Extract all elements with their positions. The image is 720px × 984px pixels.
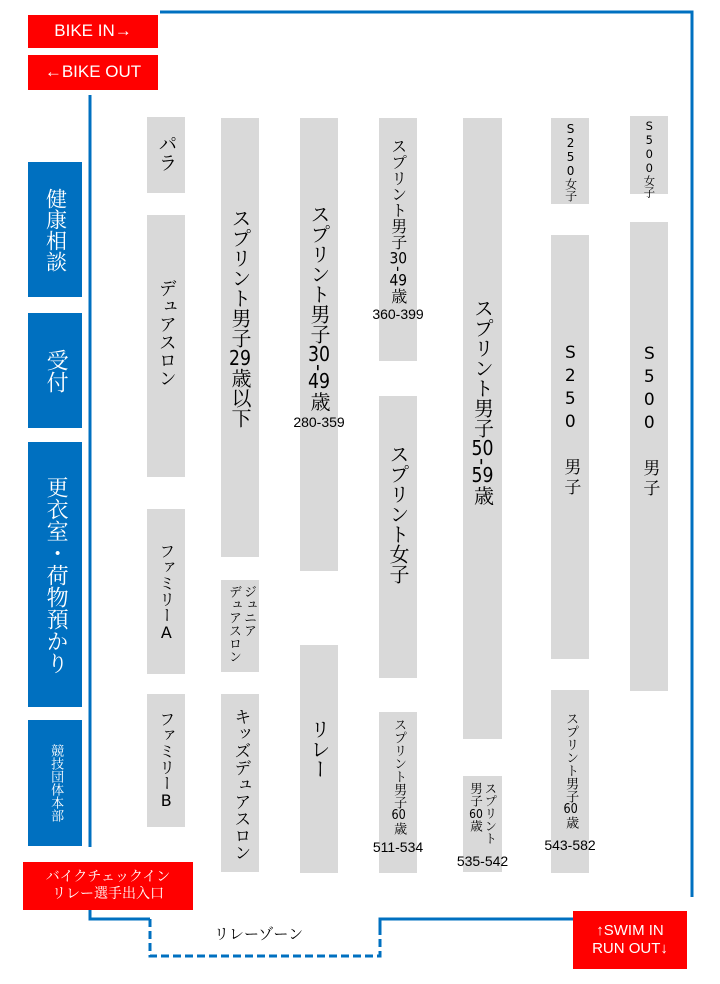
bib-range: 360-399 xyxy=(372,305,424,322)
rack-sprint-men-50-59 xyxy=(463,118,502,739)
rack-label-line: スプリント xyxy=(482,782,498,845)
rack-label xyxy=(308,204,330,411)
rack-label: キッズデュアスロン xyxy=(230,708,251,861)
rack-label-part: - xyxy=(388,266,408,272)
rack-label xyxy=(391,718,405,835)
bike-in-sign xyxy=(28,15,158,48)
rack-label: S500 男子 xyxy=(639,344,660,499)
rack-label-part: 男子 xyxy=(468,782,484,807)
swim-in-run-out-sign xyxy=(573,911,687,969)
bike-checkin-sign xyxy=(23,862,193,910)
bike-checkin-line-2: リレー選手出入口 xyxy=(52,886,164,902)
rack-label-part: 歳 xyxy=(307,391,331,412)
bib-range: 511-534 xyxy=(372,839,424,855)
rack-label-part: スプリント男子 xyxy=(470,298,495,438)
rack-label-part: 49 xyxy=(389,271,408,288)
rack-label: ファミリーA xyxy=(156,543,176,642)
rack-label: デュアスロン xyxy=(155,279,177,387)
rack-label: スプリント女子 xyxy=(386,444,410,584)
bike-in-label: BIKE IN→ xyxy=(54,21,132,41)
facility-health-consultation xyxy=(28,162,82,297)
run-out-label: RUN OUT↓ xyxy=(592,940,668,957)
rack-label: S250 男子 xyxy=(560,343,581,498)
facility-changing-room xyxy=(28,442,82,707)
rack-label-part: 49 xyxy=(308,371,330,392)
rack-label-part: スプリント男子 xyxy=(228,208,252,348)
rack-label-part: 歳 xyxy=(468,819,484,832)
rack-sprint-men-30-49-b xyxy=(372,118,424,361)
boundary-bottom-left xyxy=(90,910,150,919)
rack-label-part: 歳 xyxy=(563,816,579,829)
rack-label-part: 歳 xyxy=(391,822,407,835)
rack-s500-men xyxy=(630,222,668,691)
rack-junior-duathlon xyxy=(221,580,259,672)
bike-out-sign xyxy=(28,55,158,90)
rack-label-part: 歳 xyxy=(388,287,408,304)
rack-label-part: 30 xyxy=(389,250,408,266)
facility-reception xyxy=(28,313,82,428)
rack-s250-men xyxy=(551,235,589,659)
rack-label xyxy=(229,208,251,428)
rack-duathlon xyxy=(147,215,185,477)
rack-sprint-men-30-49-a xyxy=(293,118,345,571)
rack-sprint-men-60-b xyxy=(456,776,509,872)
rack-family-b xyxy=(147,694,185,827)
rack-label-part: 29 xyxy=(229,348,251,368)
rack-sprint-men-60-c xyxy=(544,690,596,873)
rack-s500-women xyxy=(630,116,668,198)
rack-para xyxy=(147,117,185,193)
rack-label-part: 30 xyxy=(308,344,330,364)
rack-label-part: 59 xyxy=(471,465,494,486)
rack-sprint-men-29-under xyxy=(221,118,259,557)
rack-label-line xyxy=(468,782,482,845)
relay-zone-label: リレーゾーン xyxy=(214,925,304,943)
facility-label: 健康相談 xyxy=(43,187,68,272)
rack-label-part: - xyxy=(307,364,331,372)
rack-label-part: スプリント男子 xyxy=(563,712,579,803)
rack-kids-duathlon xyxy=(221,694,259,872)
rack-label-part: 60 xyxy=(469,807,483,820)
rack-label-line: デュアスロン xyxy=(226,585,241,663)
rack-label xyxy=(225,585,255,663)
facility-label: 競技団体本部 xyxy=(48,744,64,822)
bike-checkin-line-1: バイクチェックイン xyxy=(45,869,171,886)
bib-range: 535-542 xyxy=(456,852,509,869)
rack-label-part: スプリント男子 xyxy=(307,204,331,344)
rack-label xyxy=(472,298,494,505)
rack-label: ファミリーB xyxy=(156,711,176,810)
rack-sprint-women xyxy=(379,396,417,678)
rack-label-part: 歳 xyxy=(470,485,495,506)
rack-label: リレー xyxy=(307,719,331,779)
bib-range: 280-359 xyxy=(293,414,345,431)
rack-s250-women xyxy=(551,118,589,204)
facility-label: 受付 xyxy=(43,348,69,393)
rack-label xyxy=(468,782,497,845)
boundary-bottom-right xyxy=(380,919,573,930)
rack-label: S250女子 xyxy=(563,122,578,202)
rack-label-part: スプリント男子 xyxy=(388,138,408,250)
rack-sprint-men-60-a xyxy=(372,712,424,873)
rack-family-a xyxy=(147,509,185,674)
rack-label-part: - xyxy=(470,458,495,466)
rack-label: パラ xyxy=(155,134,178,172)
rack-label-part: 60 xyxy=(391,809,406,822)
rack-label xyxy=(563,712,577,829)
bib-range: 543-582 xyxy=(544,837,596,853)
rack-label-part: 60 xyxy=(563,803,578,816)
rack-label-part: 歳以下 xyxy=(228,368,252,428)
facility-headquarters xyxy=(28,720,82,846)
rack-relay xyxy=(300,645,338,873)
rack-label-part: スプリント男子 xyxy=(391,718,407,809)
rack-label: S500女子 xyxy=(642,119,657,198)
bike-out-label: ←BIKE OUT xyxy=(44,62,142,82)
swim-in-label: ↑SWIM IN xyxy=(596,922,664,939)
rack-label xyxy=(389,138,407,304)
rack-label-part: 50 xyxy=(471,438,494,458)
facility-label: 更衣室・荷物預かり xyxy=(43,475,69,674)
rack-label-line: ジュニア xyxy=(240,585,256,637)
